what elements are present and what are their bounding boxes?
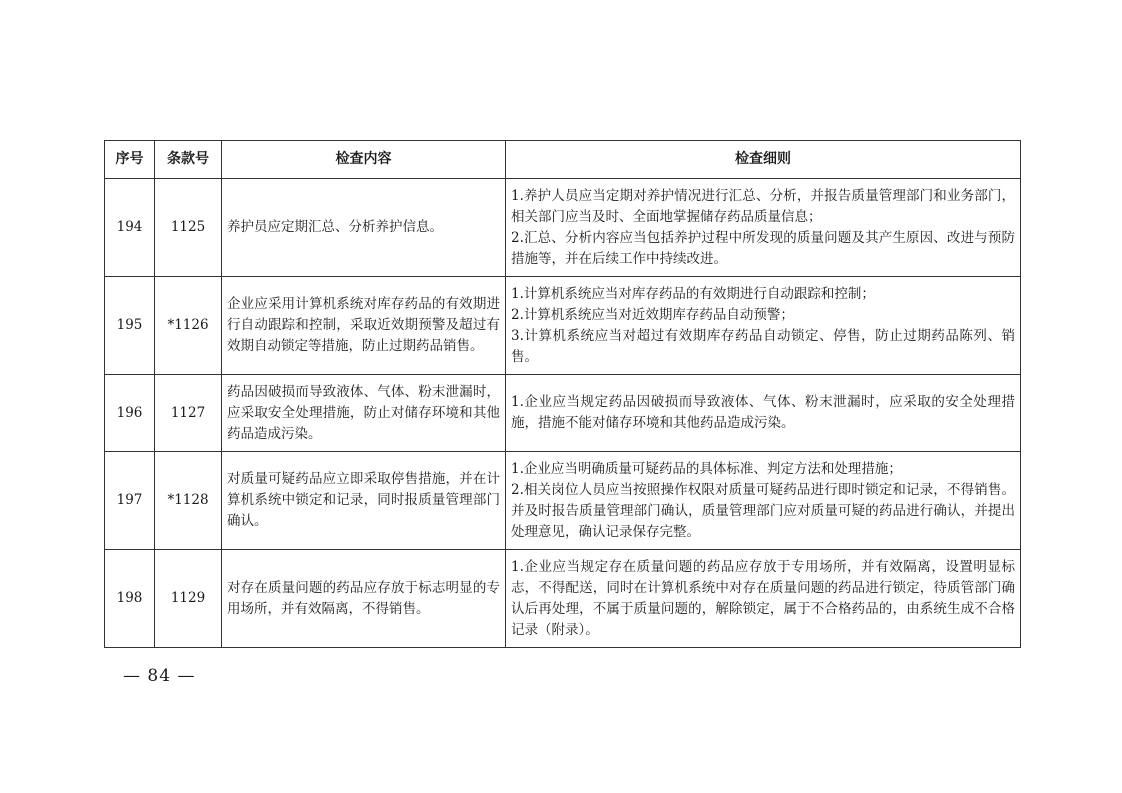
header-content: 检查内容 [222, 141, 506, 179]
header-no: 序号 [105, 141, 155, 179]
inspection-detail [506, 375, 1021, 452]
row-number: 194 [105, 179, 155, 277]
clause-number: *1126 [155, 277, 222, 375]
inspection-content [222, 375, 506, 452]
row-number: 195 [105, 277, 155, 375]
content-text: 对质量可疑药品应立即采取停售措施，并在计算机系统中锁定和记录，同时报质量管理部门确认。 [227, 471, 500, 529]
clause-number: 1127 [155, 375, 222, 452]
inspection-detail [506, 550, 1021, 648]
detail-item: 2.相关岗位人员应当按照操作权限对质量可疑药品进行即时锁定和记录，不得销售。并及时报告质量管理部门确认，质量管理部门应对质量可疑的药品进行确认，并提出处理意见，确认记录保存完整。 [511, 481, 1015, 540]
detail-item: 1.计算机系统应当对库存药品的有效期进行自动跟踪和控制； [511, 285, 875, 302]
clause-number: 1125 [155, 179, 222, 277]
detail-item: 3.计算机系统应当对超过有效期库存药品自动锁定、停售，防止过期药品陈列、销售。 [511, 327, 1015, 365]
detail-item: 1.企业应当规定存在质量问题的药品应存放于专用场所，并有效隔离，设置明显标志，不得配送，同时在计算机系统中对存在质量问题的药品进行锁定，待质管部门确认后再处理，不属于质量问题的，解除锁定，属于不合格药品的，由系统生成不合格记录（附录）。 [511, 558, 1015, 638]
inspection-content [222, 550, 506, 648]
clause-number: 1129 [155, 550, 222, 648]
detail-item: 1.企业应当规定药品因破损而导致液体、气体、粉末泄漏时，应采取的安全处理措施，措施不能对储存环境和其他药品造成污染。 [511, 394, 1015, 431]
table-row [105, 277, 1021, 375]
content-text: 对存在质量问题的药品应存放于标志明显的专用场所，并有效隔离，不得销售。 [227, 579, 500, 617]
inspection-content [222, 452, 506, 550]
inspection-detail [506, 179, 1021, 277]
table-header-row [105, 141, 1021, 179]
detail-item: 1.企业应当明确质量可疑药品的具体标准、判定方法和处理措施； [511, 460, 902, 477]
clause-number: *1128 [155, 452, 222, 550]
table-row [105, 452, 1021, 550]
content-text: 企业应采用计算机系统对库存药品的有效期进行自动跟踪和控制，采取近效期预警及超过有效期自动锁定等措施，防止过期药品销售。 [227, 296, 500, 354]
table-row [105, 179, 1021, 277]
header-clause: 条款号 [155, 141, 222, 179]
inspection-table [104, 140, 1021, 648]
inspection-detail [506, 277, 1021, 375]
inspection-content [222, 277, 506, 375]
row-number: 197 [105, 452, 155, 550]
detail-item: 2.计算机系统应当对近效期库存药品自动预警； [511, 306, 794, 323]
detail-item: 1.养护人员应当定期对养护情况进行汇总、分析，并报告质量管理部门和业务部门，相关部门应当及时、全面地掌握储存药品质量信息； [511, 187, 1015, 225]
table-row [105, 375, 1021, 452]
page-number: — 84 — [123, 666, 196, 686]
header-detail: 检查细则 [506, 141, 1021, 179]
inspection-detail [506, 452, 1021, 550]
table-row [105, 550, 1021, 648]
detail-item: 2.汇总、分析内容应当包括养护过程中所发现的质量问题及其产生原因、改进与预防措施等，并在后续工作中持续改进。 [511, 229, 1015, 267]
inspection-content [222, 179, 506, 277]
row-number: 198 [105, 550, 155, 648]
content-text: 药品因破损而导致液体、气体、粉末泄漏时，应采取安全处理措施，防止对储存环境和其他药品造成污染。 [227, 383, 500, 442]
row-number: 196 [105, 375, 155, 452]
content-text: 养护员应定期汇总、分析养护信息。 [227, 219, 443, 235]
